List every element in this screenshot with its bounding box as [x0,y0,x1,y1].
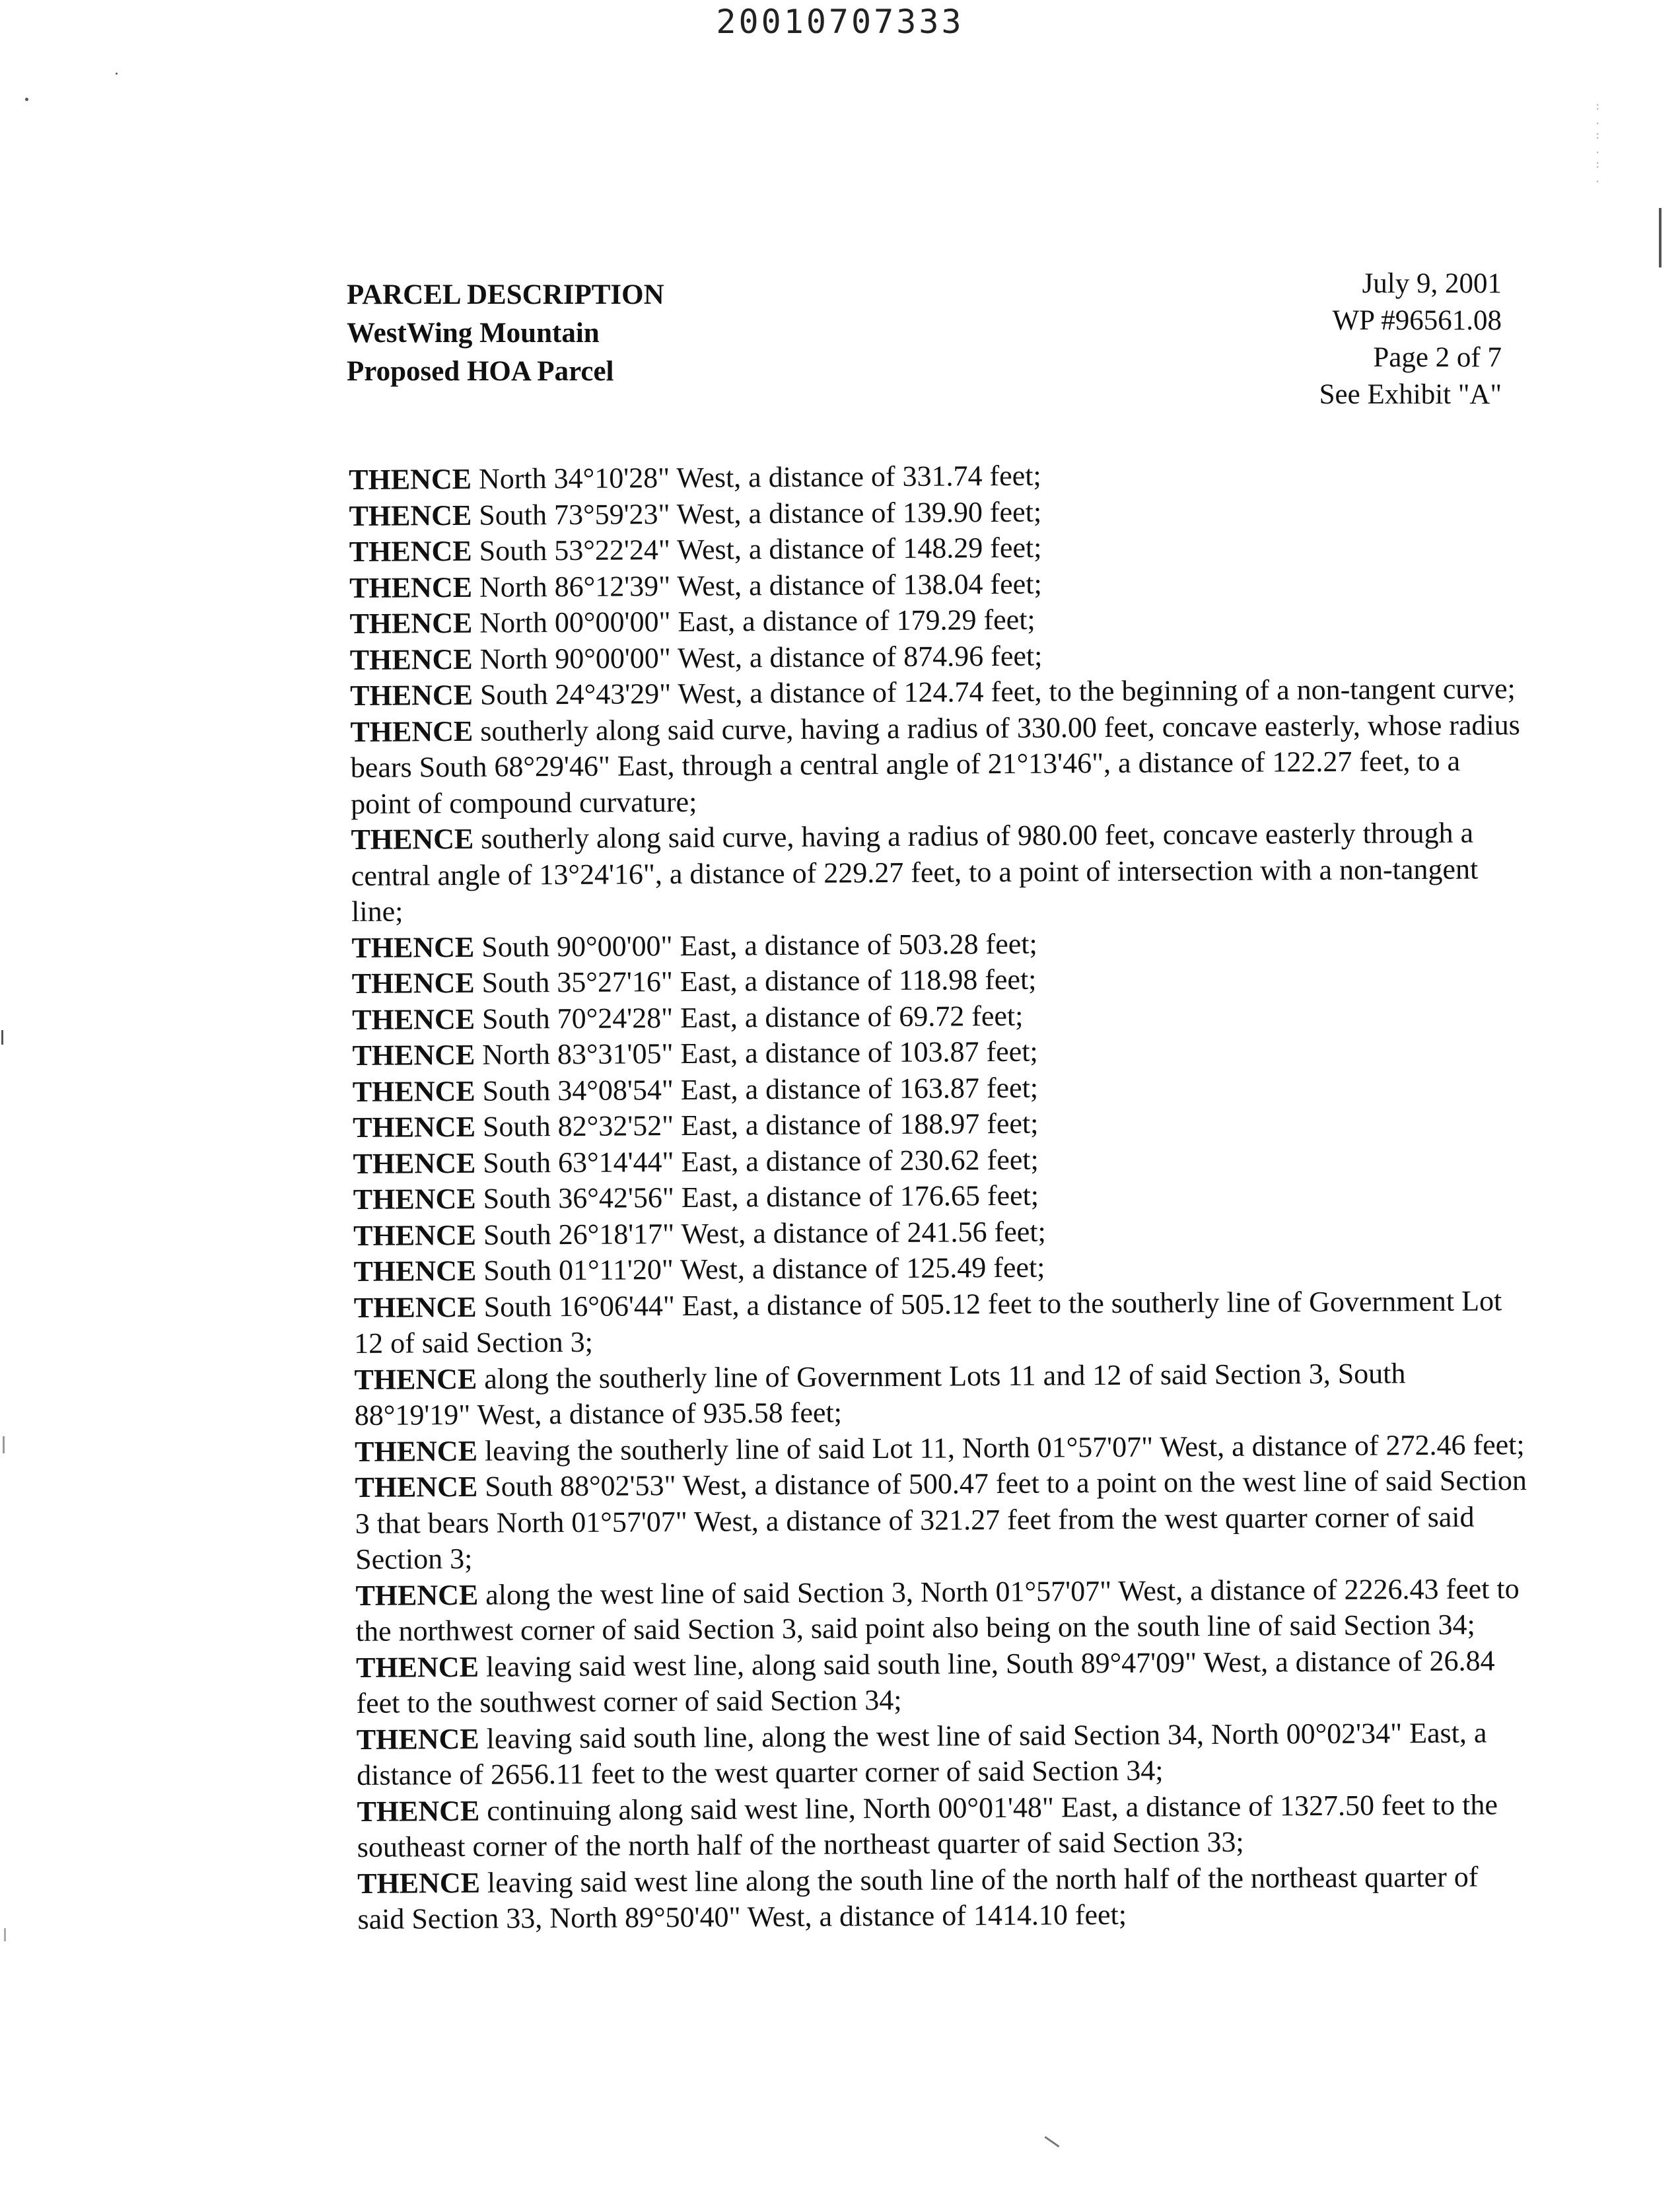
scan-edge-mark [1,1030,3,1045]
course-21 [354,1355,1527,1434]
course-text: South 70°24'28" East, a distance of 69.72 feet; [474,999,1024,1035]
page-number: Page 2 of 7 [1373,342,1502,373]
course-keyword: THENCE [357,1794,480,1828]
scan-speck [1044,2136,1059,2147]
course-keyword: THENCE [355,1470,478,1504]
course-keyword: THENCE [353,1290,477,1324]
course-text: South 35°27'16" East, a distance of 118.98 feet; [474,963,1037,999]
course-keyword: THENCE [349,462,472,496]
course-keyword: THENCE [352,1074,475,1108]
course-keyword: THENCE [353,1110,476,1144]
course-28 [357,1859,1530,1938]
project-name: WestWing Mountain [347,318,600,349]
course-27 [357,1787,1529,1866]
course-keyword: THENCE [353,1218,477,1252]
course-text: South 24°43'29" West, a distance of 124.74 feet, to the beginning of a non-tangent curve; [472,672,1516,711]
course-keyword: THENCE [353,1182,476,1216]
scan-edge-mark [4,1928,6,1941]
wp-number: WP #96561.08 [1332,305,1502,336]
course-keyword: THENCE [351,822,474,856]
course-8 [350,707,1523,822]
course-keyword: THENCE [352,1038,475,1072]
course-keyword: THENCE [355,1650,479,1684]
course-20 [354,1283,1527,1362]
course-text: North 90°00'00" West, a distance of 874.96 feet; [472,639,1043,676]
course-9 [351,815,1523,930]
course-text: South 16°06'44" East, a distance of 505.12 feet to the southerly line of Government Lot 12 of said Section 3; [354,1284,1502,1360]
course-text: southerly along said curve, having a radius of 330.00 feet, concave easterly, whose radius bears South 68°29'46" East, through a central angle of 21°13'46", a distance of 122.27 feet, to a point of compound curvature; [350,708,1520,820]
course-keyword: THENCE [353,1254,477,1288]
course-keyword: THENCE [349,571,473,604]
document-number: 20010707333 [716,3,964,41]
course-text: South 90°00'00" East, a distance of 503.28 feet; [474,927,1037,963]
course-text: leaving said south line, along the west line of said Section 34, North 00°02'34" East, a distance of 2656.11 feet to the west quarter corner of said Section 34; [356,1716,1487,1791]
scan-edge-mark [1659,208,1662,267]
course-keyword: THENCE [349,642,473,676]
course-text: North 34°10'28" West, a distance of 331.74 feet; [471,459,1041,495]
course-text: continuing along said west line, North 00°01'48" East, a distance of 1327.50 feet to the southeast corner of the north half of the northeast quarter of said Section 33; [357,1788,1498,1863]
course-text: South 63°14'44" East, a distance of 230.62 feet; [475,1143,1039,1179]
course-text: South 88°02'53" West, a distance of 500.47 feet to a point on the west line of said Section 3 that bears North 01°57'07" West, a distance of 321.27 feet from the west quarter corner of said Section 3; [355,1464,1527,1576]
course-26 [357,1715,1529,1794]
course-25 [356,1643,1529,1722]
course-text: North 83°31'05" East, a distance of 103.87 feet; [475,1035,1038,1071]
course-23 [355,1463,1527,1578]
document-date: July 9, 2001 [1362,268,1502,299]
course-keyword: THENCE [349,499,472,532]
course-7 [350,671,1522,714]
exhibit-reference: See Exhibit "A" [1319,379,1502,410]
course-text: southerly along said curve, having a radius of 980.00 feet, concave easterly through a central angle of 13°24'16", a distance of 229.27 feet, to a point of intersection with a non-tangent line; [351,816,1479,928]
parcel-name: Proposed HOA Parcel [347,356,614,387]
scan-margin-artifact: : . : . : . [1594,100,1601,185]
course-keyword: THENCE [350,678,473,712]
course-text: South 26°18'17" West, a distance of 241.56 feet; [475,1215,1046,1251]
course-text: along the west line of said Section 3, North 01°57'07" West, a distance of 2226.43 feet to the northwest corner of said Section 3, said point also being on the south line of said Section 34; [355,1572,1520,1648]
course-text: South 36°42'56" East, a distance of 176.65 feet; [475,1179,1039,1215]
course-keyword: THENCE [350,714,473,748]
document-title: PARCEL DESCRIPTION [347,279,664,310]
course-keyword: THENCE [357,1866,481,1900]
header-left [347,276,664,391]
course-text: South 34°08'54" East, a distance of 163.87 feet; [475,1071,1039,1107]
course-text: leaving said west line along the south line of the north half of the northeast quarter of said Section 33, North 89°50'40" West, a distance of 1414.10 feet; [357,1860,1479,1935]
course-keyword: THENCE [349,534,472,568]
course-text: South 53°22'24" West, a distance of 148.29 feet; [472,531,1042,567]
course-text: South 01°11'20" West, a distance of 125.49 feet; [476,1251,1045,1287]
course-text: North 86°12'39" West, a distance of 138.04 feet; [472,567,1042,604]
header-right [1319,265,1502,413]
course-keyword: THENCE [353,1146,476,1180]
course-keyword: THENCE [351,930,475,964]
course-keyword: THENCE [354,1362,477,1396]
course-text: South 82°32'52" East, a distance of 188.97 feet; [475,1107,1039,1143]
course-list [349,455,1530,1937]
course-text: North 00°00'00" East, a distance of 179.29 feet; [472,603,1035,639]
course-keyword: THENCE [351,966,475,1000]
course-keyword: THENCE [355,1434,478,1468]
scan-edge-mark [3,1436,5,1453]
course-text: South 73°59'23" West, a distance of 139.90 feet; [472,495,1042,532]
course-text: leaving the southerly line of said Lot 11, North 01°57'07" West, a distance of 272.46 feet; [477,1428,1525,1467]
scan-speck [25,98,28,101]
course-keyword: THENCE [349,606,473,640]
course-text: along the southerly line of Government Lots 11 and 12 of said Section 3, South 88°19'19" West, a distance of 935.58 feet; [354,1356,1406,1432]
course-keyword: THENCE [356,1722,479,1756]
course-24 [355,1571,1528,1650]
scan-speck [116,73,118,75]
course-keyword: THENCE [355,1578,479,1612]
course-keyword: THENCE [352,1002,475,1036]
course-text: leaving said west line, along said south line, South 89°47'09" West, a distance of 26.84 feet to the southwest corner of said Section 34; [356,1644,1495,1719]
